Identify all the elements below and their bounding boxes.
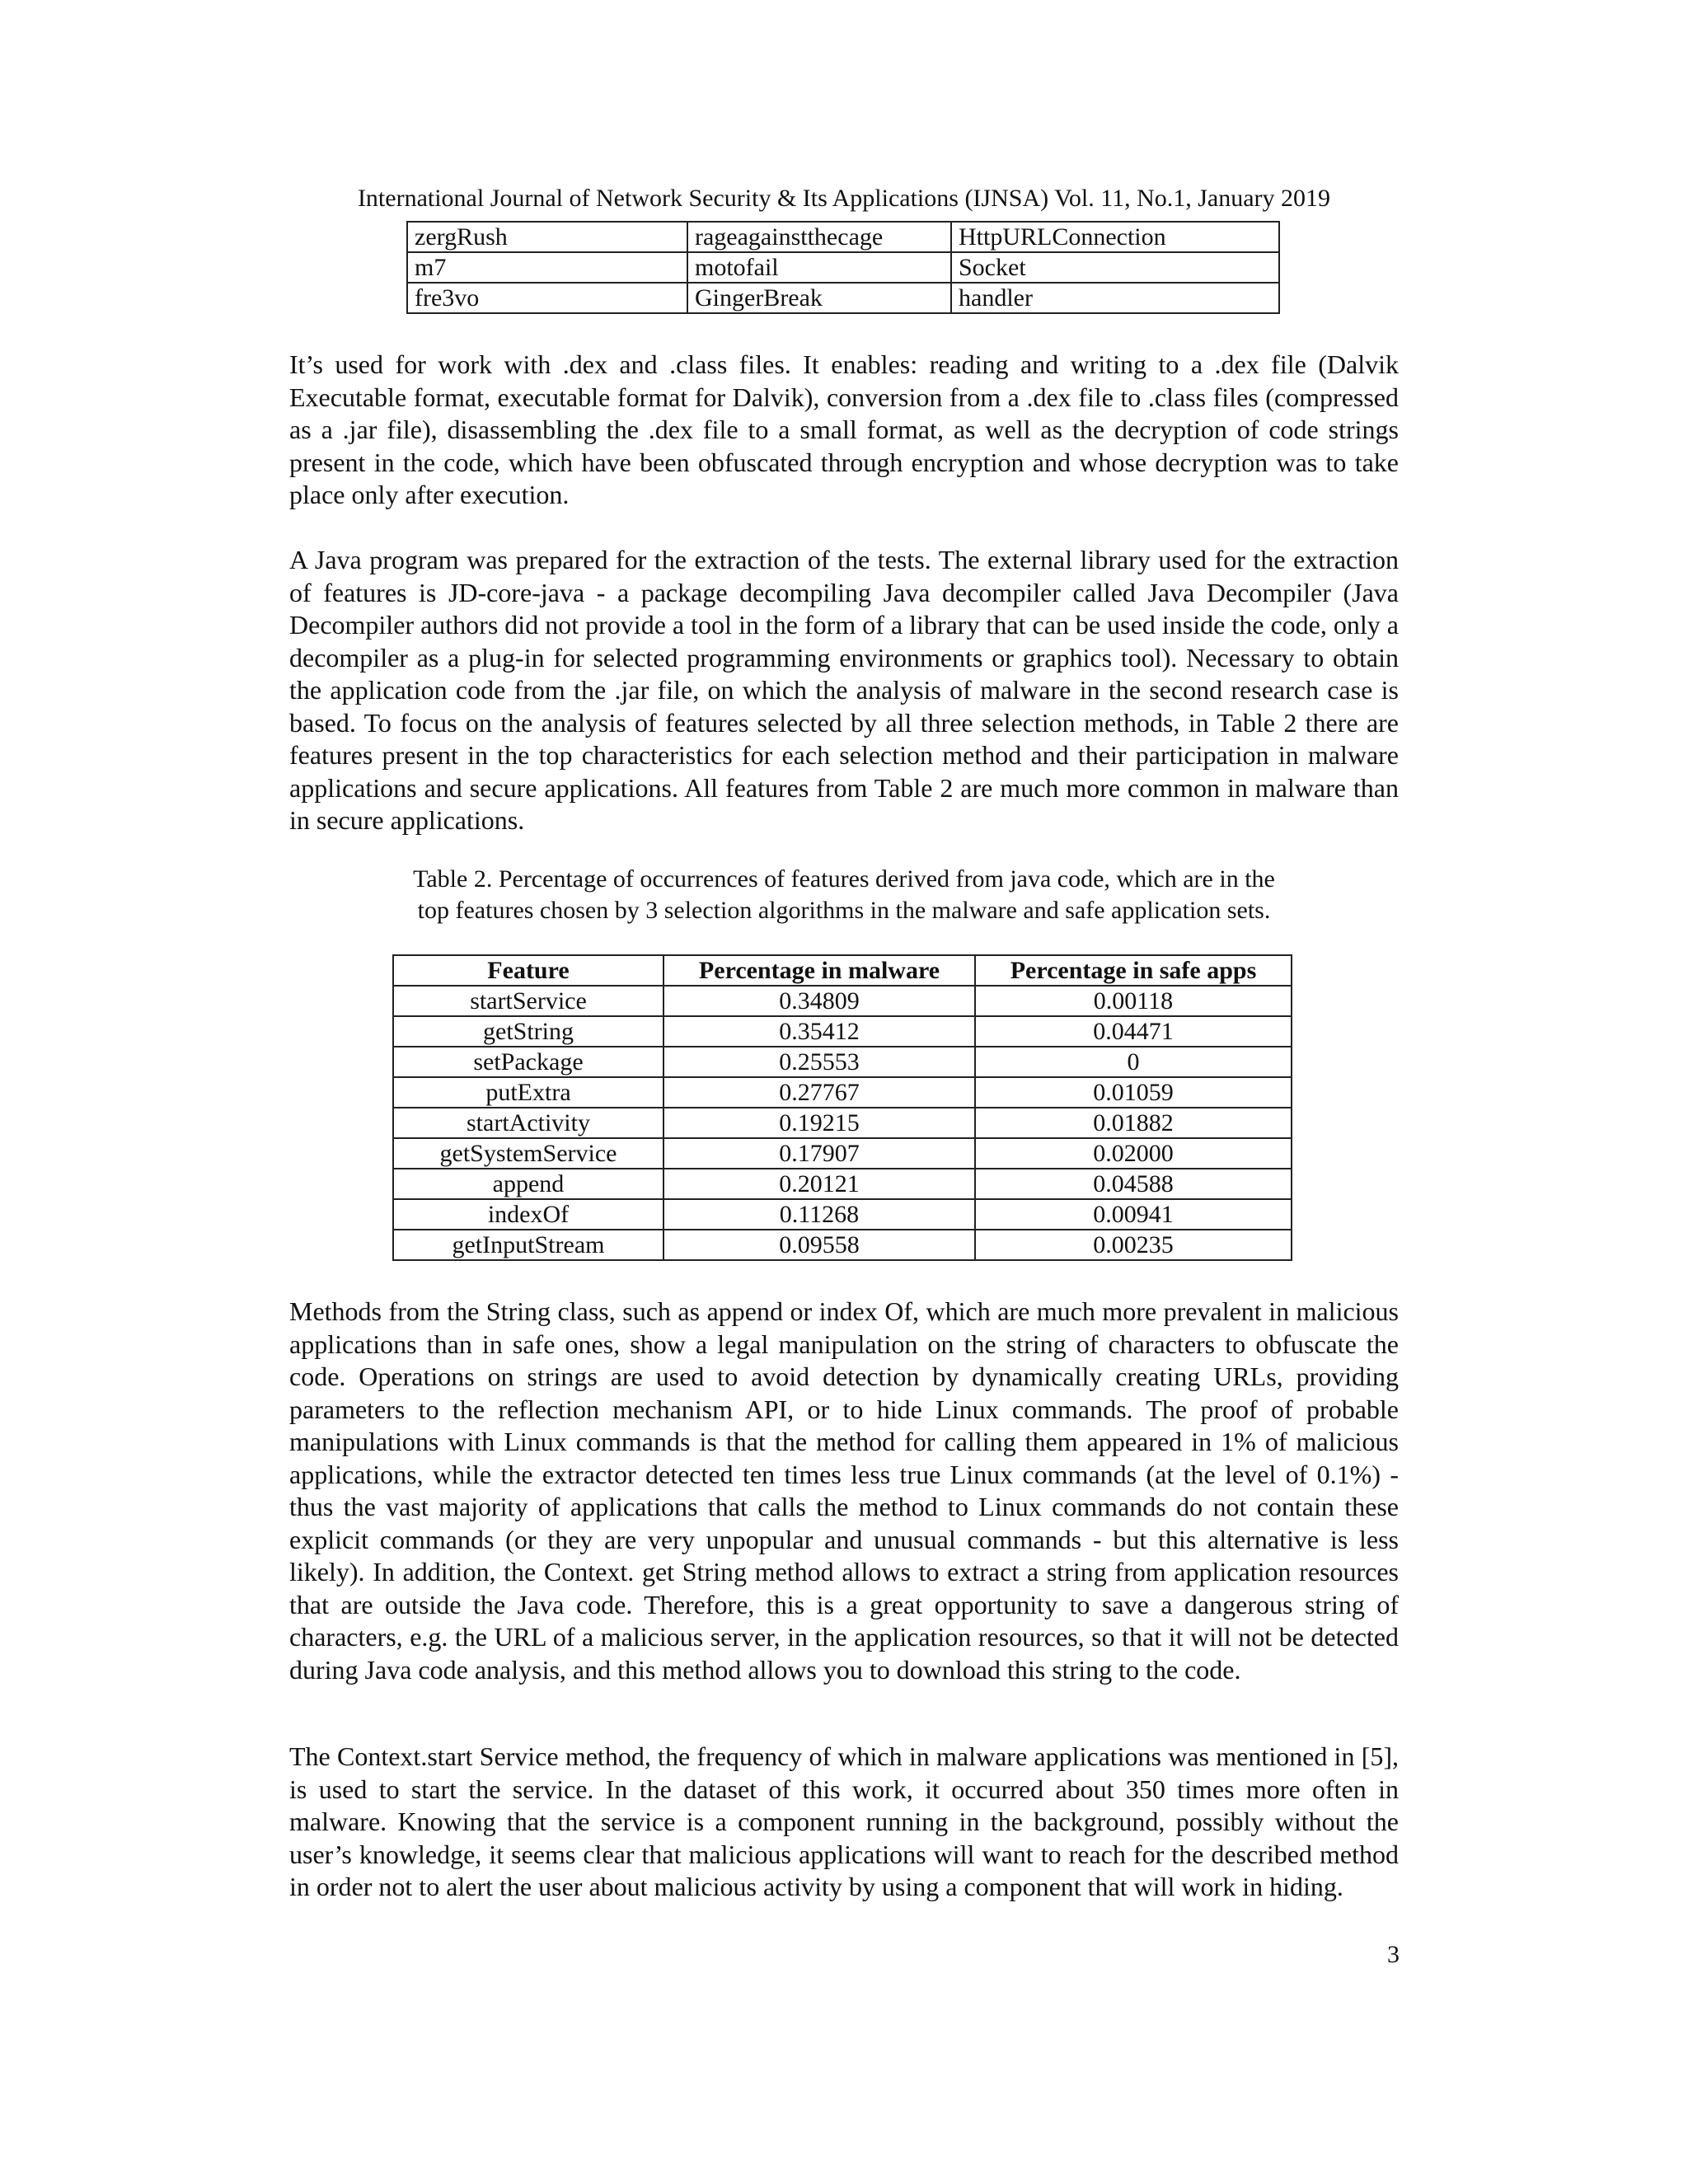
table-row <box>393 1199 1292 1230</box>
table-row <box>393 986 1292 1016</box>
table-cell: startActivity <box>393 1108 663 1138</box>
exploit-table <box>406 221 1280 314</box>
table-cell: GingerBreak <box>687 283 951 313</box>
table-cell: m7 <box>407 252 687 283</box>
table-cell: 0.01059 <box>975 1077 1292 1108</box>
table-row <box>407 222 1279 252</box>
column-header-safe: Percentage in safe apps <box>975 955 1292 986</box>
table-cell: 0.17907 <box>663 1138 975 1169</box>
table-cell: startService <box>393 986 663 1016</box>
table-row <box>393 1016 1292 1047</box>
table-row <box>393 1138 1292 1169</box>
features-table <box>392 954 1292 1261</box>
table-row <box>393 1108 1292 1138</box>
table-cell: HttpURLConnection <box>951 222 1279 252</box>
table-cell: 0.19215 <box>663 1108 975 1138</box>
table-cell: 0.00235 <box>975 1230 1292 1260</box>
table-cell: 0.00941 <box>975 1199 1292 1230</box>
table2-caption-line: Table 2. Percentage of occurrences of features derived from java code, which are in the <box>413 865 1275 893</box>
column-header-feature: Feature <box>393 955 663 986</box>
journal-header: International Journal of Network Security & Its Applications (IJNSA) Vol. 11, No.1, January 2019 <box>357 185 1331 212</box>
table-cell: 0.02000 <box>975 1138 1292 1169</box>
table2-caption <box>0 864 1688 926</box>
table-cell: fre3vo <box>407 283 687 313</box>
table-cell: 0.20121 <box>663 1169 975 1199</box>
table-cell: 0 <box>975 1047 1292 1077</box>
table-cell: 0.35412 <box>663 1016 975 1047</box>
table-cell: 0.04471 <box>975 1016 1292 1047</box>
table-cell: Socket <box>951 252 1279 283</box>
paragraph-string-methods: Methods from the String class, such as append or index Of, which are much more prevalent in malicious applications than in safe ones, show a legal manipulation on the string of characters to obfuscate the code. Operations on strings are used to avoid detection by dynamically creating URLs, providing parameters to the reflection mechanism API, or to hide Linux commands. The proof of probable manipulations with Linux commands is that the method for calling them appeared in 1% of malicious applications, while the extractor detected ten times less true Linux commands (at the level of 0.1%) - thus the vast majority of applications that calls the method to Linux commands do not contain these explicit commands (or they are very unpopular and unusual commands - but this alternative is less likely). In addition, the Context. get String method allows to extract a string from application resources that are outside the Java code. Therefore, this is a great opportunity to save a dangerous string of characters, e.g. the URL of a malicious server, in the application resources, so that it will not be detected during Java code analysis, and this method allows you to download this string to the code. <box>289 1296 1399 1685</box>
paragraph-dex-tool: It’s used for work with .dex and .class files. It enables: reading and writing to a .dex file (Dalvik Executable format, executable format for Dalvik), conversion from a .dex file to .class files (compressed as a .jar file), disassembling the .dex file to a small format, as well as the decryption of code strings present in the code, which have been obfuscated through encryption and whose decryption was to take place only after execution. <box>289 349 1399 509</box>
table-row <box>393 1077 1292 1108</box>
column-header-malware: Percentage in malware <box>663 955 975 986</box>
table-header-row <box>393 955 1292 986</box>
paragraph-java-program: A Java program was prepared for the extraction of the tests. The external library used for the extraction of features is JD-core-java - a package decompiling Java decompiler called Java Decompiler (Java Decompiler authors did not provide a tool in the form of a library that can be used inside the code, only a decompiler as a plug-in for selected programming environments or graphics tool). Necessary to obtain the application code from the .jar file, on which the analysis of malware in the second research case is based. To focus on the analysis of features selected by all three selection methods, in Table 2 there are features present in the top characteristics for each selection method and their participation in malware applications and secure applications. All features from Table 2 are much more common in malware than in secure applications. <box>289 545 1399 835</box>
table-row <box>407 283 1279 313</box>
table-cell: 0.25553 <box>663 1047 975 1077</box>
table-row <box>393 1047 1292 1077</box>
table-cell: 0.01882 <box>975 1108 1292 1138</box>
table-cell: 0.11268 <box>663 1199 975 1230</box>
table-cell: 0.00118 <box>975 986 1292 1016</box>
table-cell: 0.27767 <box>663 1077 975 1108</box>
table-cell: 0.04588 <box>975 1169 1292 1199</box>
table-cell: handler <box>951 283 1279 313</box>
table-cell: indexOf <box>393 1199 663 1230</box>
table-cell: getString <box>393 1016 663 1047</box>
table-cell: 0.09558 <box>663 1230 975 1260</box>
table-cell: append <box>393 1169 663 1199</box>
table-row <box>393 1230 1292 1260</box>
table-cell: getInputStream <box>393 1230 663 1260</box>
table-cell: setPackage <box>393 1047 663 1077</box>
table-cell: 0.34809 <box>663 986 975 1016</box>
page-number: 3 <box>1387 1941 1400 1968</box>
paragraph-start-service: The Context.start Service method, the frequency of which in malware applications was mentioned in [5], is used to start the service. In the dataset of this work, it occurred about 350 times more often in malware. Knowing that the service is a component running in the background, possibly without the user’s knowledge, it seems clear that malicious applications will want to reach for the described method in order not to alert the user about malicious activity by using a component that will work in hiding. <box>289 1741 1399 1901</box>
table-cell: rageagainstthecage <box>687 222 951 252</box>
table-cell: motofail <box>687 252 951 283</box>
table-cell: putExtra <box>393 1077 663 1108</box>
table-cell: getSystemService <box>393 1138 663 1169</box>
table2-caption-line: top features chosen by 3 selection algorithms in the malware and safe application sets. <box>417 897 1271 924</box>
table-cell: zergRush <box>407 222 687 252</box>
table-row <box>407 252 1279 283</box>
table-row <box>393 1169 1292 1199</box>
